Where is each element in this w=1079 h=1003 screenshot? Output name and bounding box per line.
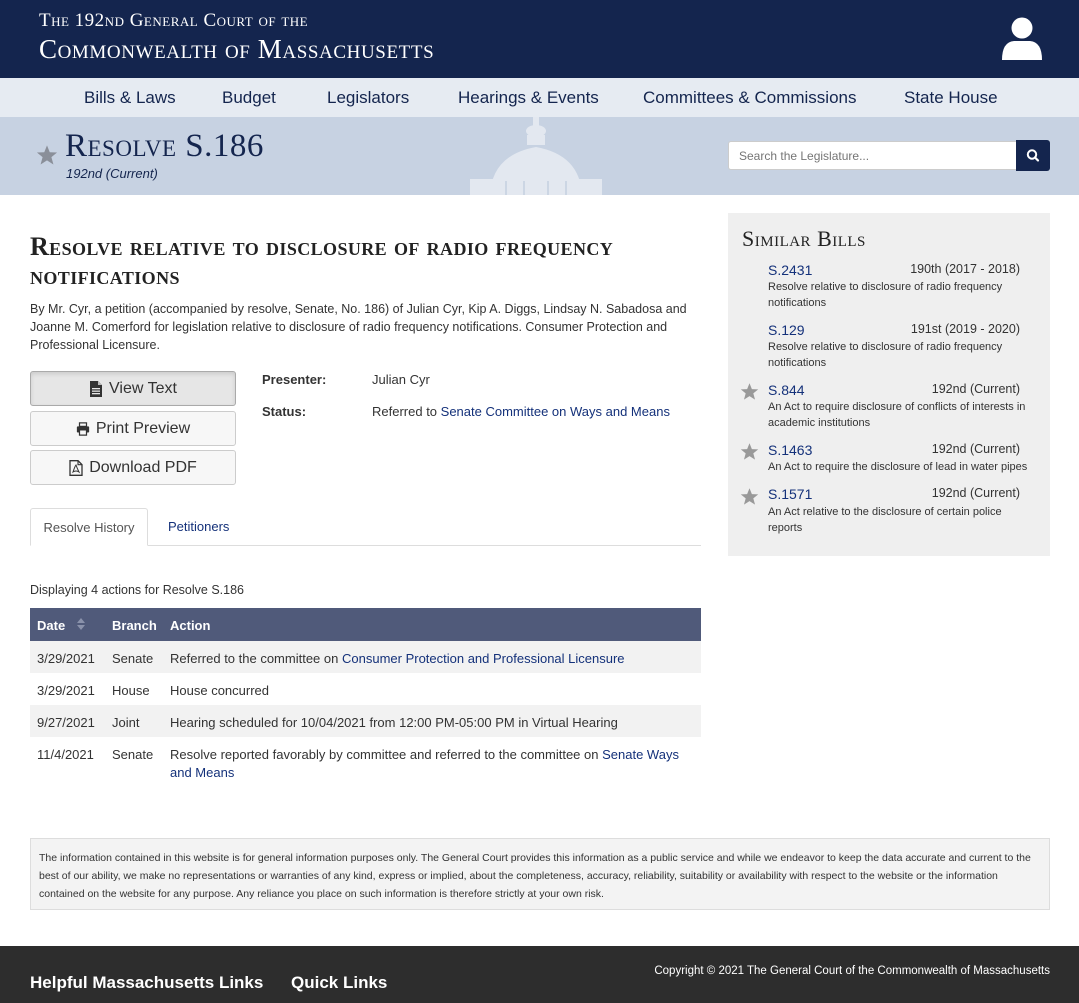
court-title-line1: The 192nd General Court of the (39, 10, 309, 31)
file-pdf-icon (69, 460, 83, 476)
similar-bill-number[interactable]: S.1571 (768, 486, 813, 502)
presenter-label: Presenter: (262, 372, 327, 387)
history-table (30, 608, 701, 785)
search-icon (1016, 140, 1050, 171)
similar-bills-title: Similar Bills (742, 226, 866, 251)
file-text-icon (89, 381, 103, 397)
print-preview-button[interactable] (30, 411, 236, 446)
row-action (170, 650, 695, 668)
row-branch: Joint (112, 715, 140, 730)
follow-star-icon[interactable] (740, 382, 759, 401)
column-header-date[interactable]: Date (37, 618, 66, 633)
row-branch: Senate (112, 651, 154, 666)
print-preview-label: Print Preview (95, 419, 191, 437)
table-row (30, 705, 701, 737)
site-footer (0, 946, 1079, 1003)
nav-bills-laws[interactable]: Bills & Laws (84, 88, 176, 107)
row-action-text: Referred to the committee on (170, 651, 342, 666)
similar-bill-session: 192nd (Current) (931, 382, 1020, 396)
table-header-row (30, 608, 701, 641)
state-house-dome-graphic (430, 117, 630, 195)
row-action-link[interactable]: Senate Ways and Means (170, 747, 679, 780)
similar-bill-session: 192nd (Current) (931, 486, 1020, 500)
copyright-text: Copyright © 2021 The General Court of the Commonwealth of Massachusetts (654, 965, 1050, 977)
download-pdf-button[interactable] (30, 450, 236, 485)
row-action-link[interactable]: Consumer Protection and Professional Licensure (341, 651, 625, 666)
court-title-line2[interactable]: Commonwealth of Massachusetts (39, 34, 435, 64)
tab-resolve-history[interactable]: Resolve History (30, 508, 148, 546)
column-header-branch: Branch (112, 618, 157, 633)
actions-count: Displaying 4 actions for Resolve S.186 (30, 583, 245, 597)
tab-petitioners[interactable]: Petitioners (168, 519, 230, 534)
download-pdf-label: Download PDF (89, 458, 197, 476)
similar-bill-desc: An Act to require the disclosure of lead in water pipes (768, 461, 1028, 473)
similar-bill-desc: Resolve relative to disclosure of radio frequency notifications (768, 341, 1003, 369)
row-date: 3/29/2021 (37, 651, 95, 666)
user-icon[interactable] (1000, 16, 1044, 62)
follow-star-icon[interactable] (740, 442, 759, 461)
row-action: Hearing scheduled for 10/04/2021 from 12:00 PM-05:00 PM in Virtual Hearing (170, 715, 618, 730)
disclaimer: The information contained in this website is for general information purposes only. The General Court provides this information as a public service and while we endeavor to keep the data accurate and current to the best of our ability, we make no representations or warranties of any kind, express or implied, about the completeness, accuracy, reliability, suitability or availability with respect to the website or the information contained on the website for any purpose. Any reliance you place on such information is therefore strictly at your own risk. (30, 838, 1050, 910)
follow-star-icon[interactable] (740, 487, 759, 506)
similar-bill-session: 192nd (Current) (931, 442, 1020, 456)
similar-bill-number[interactable]: S.129 (768, 322, 805, 338)
bill-banner (0, 117, 1079, 195)
table-row (30, 737, 701, 785)
footer-quick-links[interactable]: Quick Links (291, 973, 388, 992)
table-row (30, 641, 701, 673)
row-action: House concurred (170, 683, 269, 698)
similar-bill-desc: Resolve relative to disclosure of radio frequency notifications (768, 281, 1003, 309)
similar-bill-session: 191st (2019 - 2020) (910, 322, 1020, 336)
status-committee-link[interactable]: Senate Committee on Ways and Means (440, 404, 670, 419)
presenter-link[interactable]: Julian Cyr (372, 372, 430, 387)
main-nav (0, 78, 1079, 117)
similar-bill-session: 190th (2017 - 2018) (910, 262, 1020, 276)
search-input[interactable] (728, 141, 1016, 170)
sort-icon[interactable] (77, 618, 85, 630)
search-button[interactable] (1016, 140, 1050, 171)
print-icon (76, 421, 90, 437)
similar-bill-number[interactable]: S.844 (768, 382, 805, 398)
table-row (30, 673, 701, 705)
status-value (372, 404, 670, 419)
row-date: 9/27/2021 (37, 715, 95, 730)
nav-state-house[interactable]: State House (904, 88, 998, 107)
footer-helpful-links[interactable]: Helpful Massachusetts Links (30, 973, 264, 992)
view-text-button[interactable] (30, 371, 236, 406)
row-action-text: Resolve reported favorably by committee and referred to the committee on (170, 747, 603, 762)
nav-hearings-events[interactable]: Hearings & Events (458, 88, 599, 107)
row-branch: Senate (112, 747, 154, 762)
row-branch: House (112, 683, 150, 698)
similar-bill-desc: An Act to require disclosure of conflicts of interests in academic institutions (768, 401, 1026, 429)
bill-full-title: Resolve relative to disclosure of radio frequency notifications (30, 232, 614, 290)
bill-number-title: Resolve S.186 (65, 128, 264, 164)
nav-committees-commissions[interactable]: Committees & Commissions (643, 88, 857, 107)
bill-description: By Mr. Cyr, a petition (accompanied by resolve, Senate, No. 186) of Julian Cyr, Kip A. Diggs, Lindsay N. Sabadosa and Joanne M. Comerford for legislation relative to disclosure of radio frequency notifications. Consumer Protection and Professional Licensure. (30, 302, 687, 352)
similar-bill-desc: An Act relative to the disclosure of certain police reports (768, 506, 1002, 534)
status-prefix: Referred to (372, 404, 441, 419)
follow-star-icon[interactable] (36, 144, 58, 166)
row-action (170, 746, 695, 782)
row-date: 11/4/2021 (37, 747, 94, 762)
similar-bills-panel (728, 213, 1050, 556)
similar-bill-number[interactable]: S.1463 (768, 442, 813, 458)
view-text-label: View Text (109, 379, 177, 397)
status-label: Status: (262, 404, 307, 419)
row-date: 3/29/2021 (37, 683, 95, 698)
site-header (0, 0, 1079, 78)
bill-session: 192nd (Current) (66, 166, 158, 181)
nav-budget[interactable]: Budget (222, 88, 276, 107)
nav-legislators[interactable]: Legislators (327, 88, 410, 107)
column-header-action: Action (170, 618, 211, 633)
similar-bill-number[interactable]: S.2431 (768, 262, 813, 278)
